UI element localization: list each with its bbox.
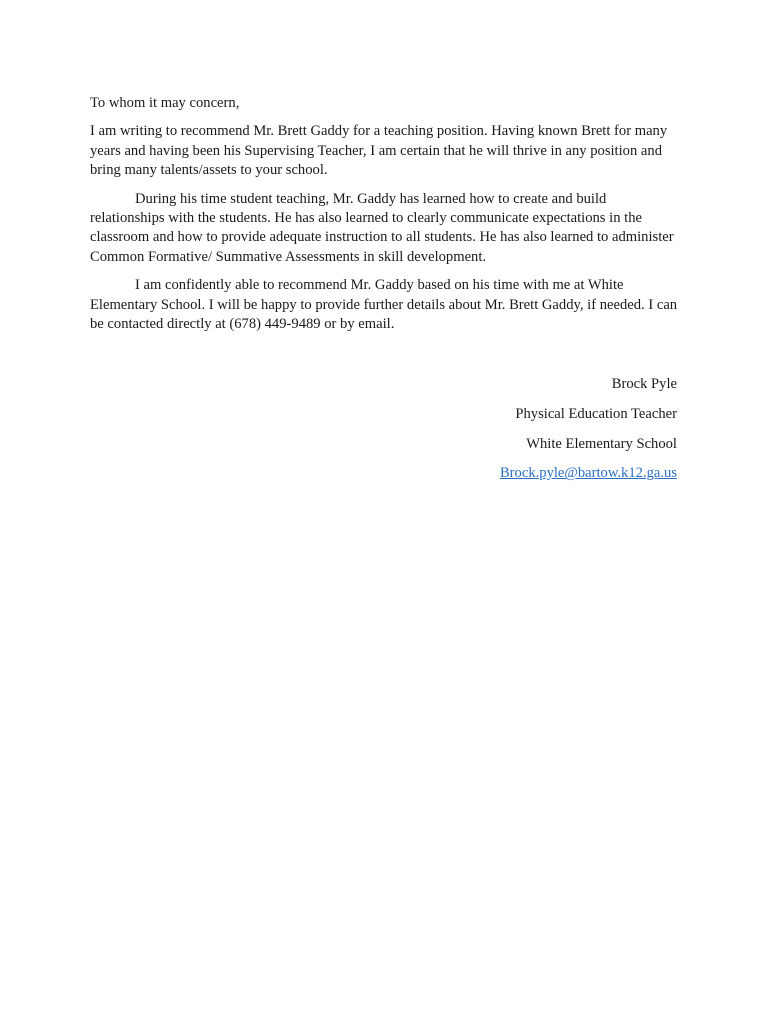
- signature-email-line: [500, 464, 677, 494]
- letter-paragraph-1: I am writing to recommend Mr. Brett Gaddy for a teaching position. Having known Brett for many years and having been his Supervising Teacher, I am certain that he will thrive in any position and bring many talents/assets to your school.: [90, 123, 668, 179]
- signature-title: Physical Education Teacher: [515, 405, 677, 422]
- letter-paragraph-2: During his time student teaching, Mr. Gaddy has learned how to create and build relationships with the students. He has also learned to clearly communicate expectations in the classroom and how to provide adequate instruction to all students. He has also learned to administer Common Formative/ Summative Assessments in skill development.: [90, 190, 674, 265]
- signature-school: White Elementary School: [526, 435, 677, 452]
- letter-greeting: To whom it may concern,: [90, 95, 240, 111]
- signature-name: Brock Pyle: [611, 376, 677, 392]
- letter-body: [90, 94, 680, 343]
- email-link[interactable]: Brock.pyle@bartow.k12.ga.us: [499, 465, 677, 482]
- signature-block: [500, 375, 677, 494]
- letter-paragraph-3: I am confidently able to recommend Mr. Gaddy based on his time with me at White Elementary School. I will be happy to provide further details about Mr. Brett Gaddy, if needed. I can be contacted directly at (678) 449-9489 or by email.: [90, 277, 678, 333]
